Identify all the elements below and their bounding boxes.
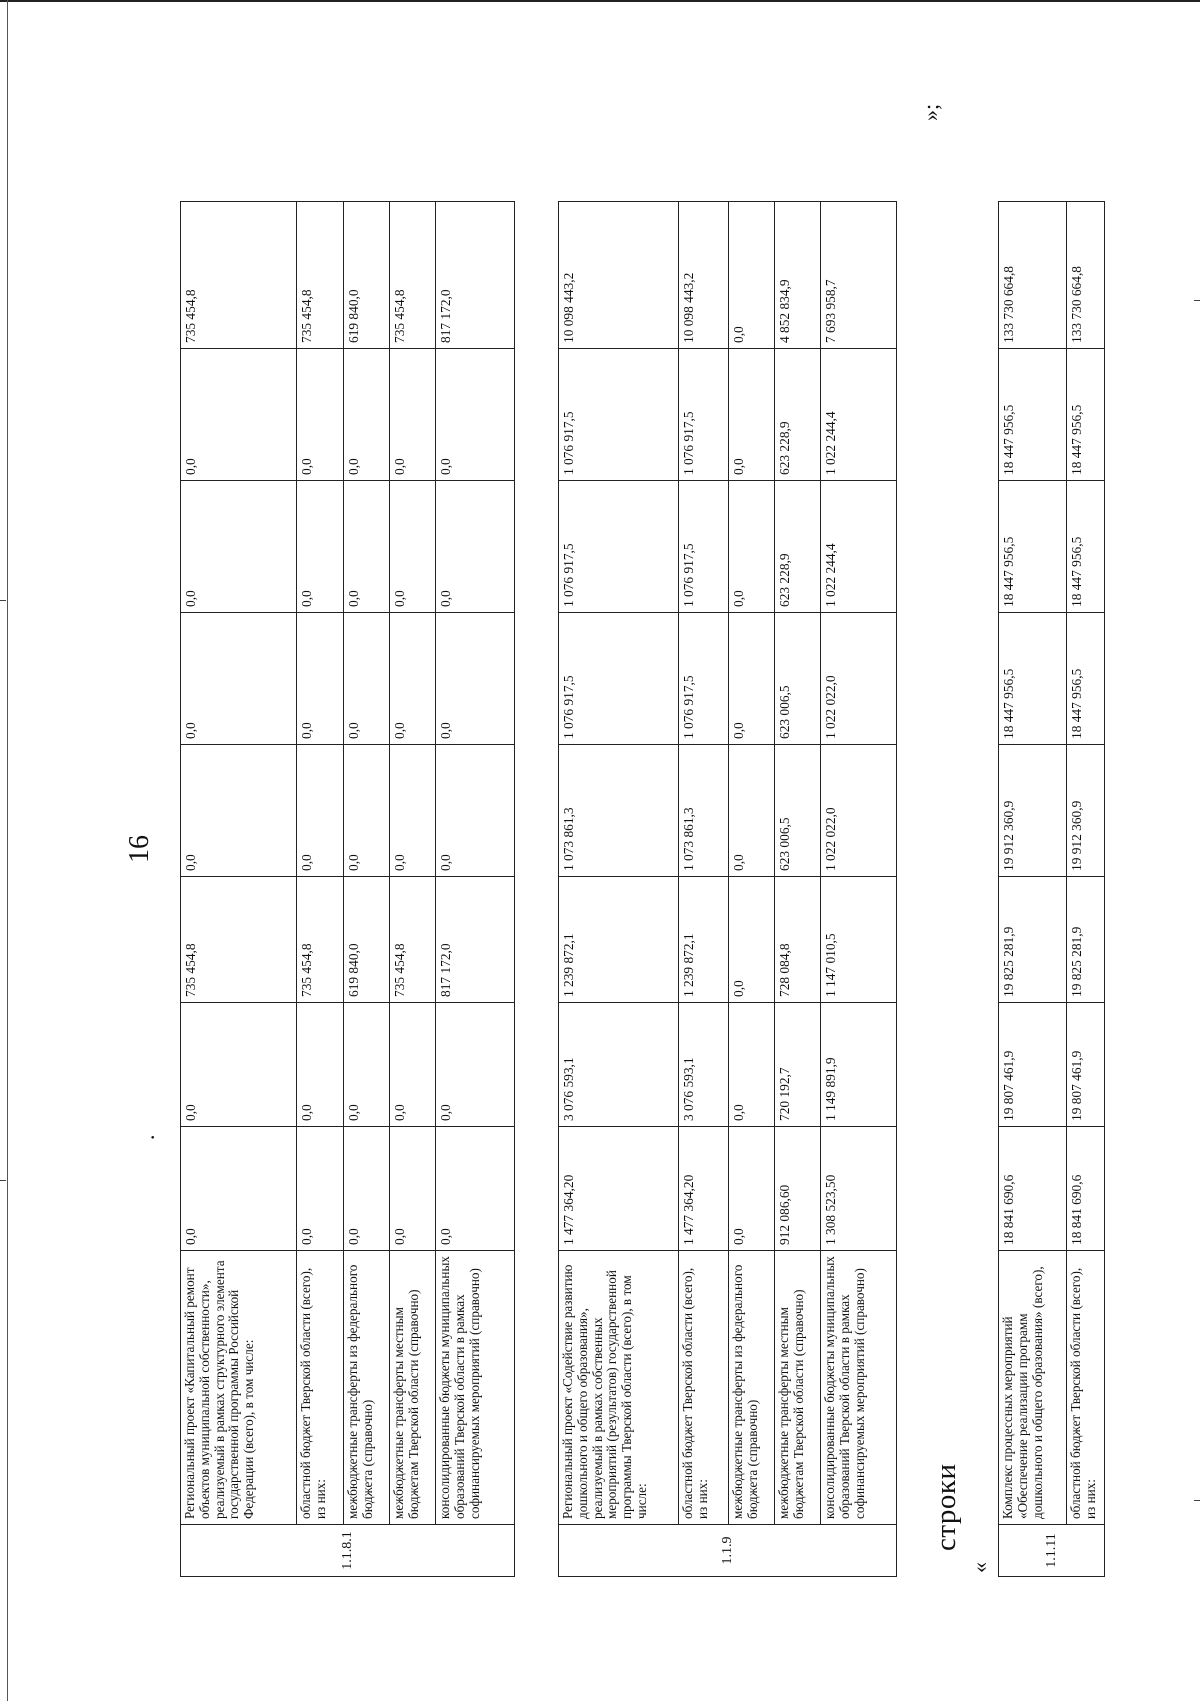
value-cell: 1 073 861,3 [559,745,679,877]
value-cell: 623 228,9 [775,349,821,481]
value-cell: 0,0 [436,1003,515,1127]
value-cell: 720 192,7 [775,1003,821,1127]
value-cell: 619 840,0 [344,877,390,1003]
table-row [821,202,897,1577]
value-cell: 623 006,5 [775,613,821,745]
value-cell: 18 447 956,5 [999,349,1067,481]
value-cell: 735 454,8 [390,877,436,1003]
value-cell: 0,0 [436,349,515,481]
table-row [297,202,344,1577]
section-title: строки [930,1463,962,1551]
value-cell: 735 454,8 [390,202,436,349]
value-cell: 0,0 [729,1003,775,1127]
value-cell: 0,0 [729,349,775,481]
value-cell: 0,0 [297,481,344,613]
value-cell: 0,0 [390,481,436,613]
value-cell: 133 730 664,8 [1067,202,1105,349]
table-row [344,202,390,1577]
scan-dot: · [140,1133,165,1141]
value-cell: 1 022 244,4 [821,481,897,613]
value-cell: 0,0 [436,1127,515,1251]
value-cell: 0,0 [344,745,390,877]
value-cell: 19 912 360,9 [999,745,1067,877]
table-row [679,202,729,1577]
row-code: 1.1.9 [559,1525,897,1577]
value-cell: 0,0 [181,1003,297,1127]
value-cell: 1 022 244,4 [821,349,897,481]
value-cell: 18 447 956,5 [999,481,1067,613]
value-cell: 817 172,0 [436,877,515,1003]
value-cell: 1 477 364,20 [559,1127,679,1251]
value-cell: 19 807 461,9 [999,1003,1067,1127]
value-cell: 0,0 [436,613,515,745]
value-cell: 1 076 917,5 [679,349,729,481]
value-cell: 18 447 956,5 [1067,613,1105,745]
value-cell: 1 308 523,50 [821,1127,897,1251]
table-row [436,202,515,1577]
value-cell: 0,0 [390,349,436,481]
value-cell: 1 076 917,5 [559,349,679,481]
value-cell: 18 447 956,5 [999,613,1067,745]
value-cell: 0,0 [344,349,390,481]
value-cell: 0,0 [344,481,390,613]
value-cell: 623 006,5 [775,745,821,877]
row-label: межбюджетные трансферты местным бюджетам Тверской области (справочно) [775,1251,821,1525]
quote-close: »; [918,103,943,121]
value-cell: 0,0 [729,613,775,745]
page-number: 16 [124,835,155,863]
value-cell: 619 840,0 [344,202,390,349]
value-cell: 0,0 [729,1127,775,1251]
table-row [729,202,775,1577]
value-cell: 0,0 [181,613,297,745]
row-label: Региональный проект «Капитальный ремонт объектов муниципальной собственности», реализуемый в рамках структурного элемента государственной программы Российской Федерации (всего), в том числе: [181,1251,297,1525]
value-cell: 4 852 834,9 [775,202,821,349]
row-label: Региональный проект «Содействие развитию дошкольного и общего образования», реализуемый в рамках собственных мероприятий (результатов) государственной программы Тверской области (всего), в том числе: [559,1251,679,1525]
table-row [559,202,679,1577]
value-cell: 18 841 690,6 [999,1127,1067,1251]
value-cell: 1 076 917,5 [559,481,679,613]
value-cell: 19 825 281,9 [999,877,1067,1003]
value-cell: 7 693 958,7 [821,202,897,349]
row-code: 1.1.11 [999,1525,1105,1577]
value-cell: 623 228,9 [775,481,821,613]
table-row [390,202,436,1577]
row-label: областной бюджет Тверской области (всего), из них: [297,1251,344,1525]
row-label: областной бюджет Тверской области (всего), из них: [1067,1251,1105,1525]
value-cell: 3 076 593,1 [559,1003,679,1127]
table-row [999,202,1067,1577]
value-cell: 10 098 443,2 [679,202,729,349]
value-cell: 0,0 [344,1127,390,1251]
value-cell: 1 239 872,1 [679,877,729,1003]
value-cell: 0,0 [181,1127,297,1251]
value-cell: 0,0 [344,613,390,745]
value-cell: 19 807 461,9 [1067,1003,1105,1127]
row-label: межбюджетные трансферты из федерального бюджета (справочно) [729,1251,775,1525]
value-cell: 1 239 872,1 [559,877,679,1003]
row-label: межбюджетные трансферты из федерального бюджета (справочно) [344,1251,390,1525]
value-cell: 0,0 [390,1003,436,1127]
value-cell: 817 172,0 [436,202,515,349]
value-cell: 0,0 [297,745,344,877]
value-cell: 0,0 [729,745,775,877]
row-label: консолидированные бюджеты муниципальных образований Тверской области в рамках софинансируемых мероприятий (справочно) [821,1251,897,1525]
value-cell: 735 454,8 [181,202,297,349]
value-cell: 18 841 690,6 [1067,1127,1105,1251]
value-cell: 0,0 [181,481,297,613]
value-cell: 728 084,8 [775,877,821,1003]
value-cell: 0,0 [181,745,297,877]
value-cell: 0,0 [436,745,515,877]
value-cell: 0,0 [181,349,297,481]
value-cell: 1 076 917,5 [559,613,679,745]
table-row [1067,202,1105,1577]
value-cell: 1 022 022,0 [821,613,897,745]
value-cell: 0,0 [344,1003,390,1127]
value-cell: 133 730 664,8 [999,202,1067,349]
quote-open: « [967,1562,992,1573]
value-cell: 0,0 [729,202,775,349]
value-cell: 0,0 [729,877,775,1003]
value-cell: 0,0 [297,1003,344,1127]
value-cell: 10 098 443,2 [559,202,679,349]
value-cell: 1 076 917,5 [679,481,729,613]
value-cell: 1 147 010,5 [821,877,897,1003]
value-cell: 0,0 [297,349,344,481]
value-cell: 735 454,8 [181,877,297,1003]
value-cell: 1 477 364,20 [679,1127,729,1251]
row-code: 1.1.8.1 [181,1525,515,1577]
value-cell: 735 454,8 [297,202,344,349]
value-cell: 19 912 360,9 [1067,745,1105,877]
value-cell: 912 086,60 [775,1127,821,1251]
value-cell: 0,0 [297,1127,344,1251]
value-cell: 735 454,8 [297,877,344,1003]
table-row [181,202,297,1577]
value-cell: 19 825 281,9 [1067,877,1105,1003]
row-label: консолидированные бюджеты муниципальных образований Тверской области в рамках софинансируемых мероприятий (справочно) [436,1251,515,1525]
value-cell: 0,0 [729,481,775,613]
table-row [775,202,821,1577]
value-cell: 18 447 956,5 [1067,481,1105,613]
value-cell: 1 149 891,9 [821,1003,897,1127]
row-label: Комплекс процессных мероприятий «Обеспечение реализации программ дошкольного и общего образования» (всего), [999,1251,1067,1525]
budget-table-1-1-8-1 [180,201,515,1577]
budget-table-1-1-9 [558,201,897,1577]
value-cell: 1 073 861,3 [679,745,729,877]
value-cell: 18 447 956,5 [1067,349,1105,481]
value-cell: 0,0 [297,613,344,745]
row-label: областной бюджет Тверской области (всего), из них: [679,1251,729,1525]
budget-table-1-1-11 [998,201,1105,1577]
value-cell: 1 076 917,5 [679,613,729,745]
value-cell: 0,0 [390,745,436,877]
value-cell: 0,0 [390,613,436,745]
value-cell: 0,0 [390,1127,436,1251]
value-cell: 3 076 593,1 [679,1003,729,1127]
value-cell: 0,0 [436,481,515,613]
row-label: межбюджетные трансферты местным бюджетам Тверской области (справочно) [390,1251,436,1525]
value-cell: 1 022 022,0 [821,745,897,877]
